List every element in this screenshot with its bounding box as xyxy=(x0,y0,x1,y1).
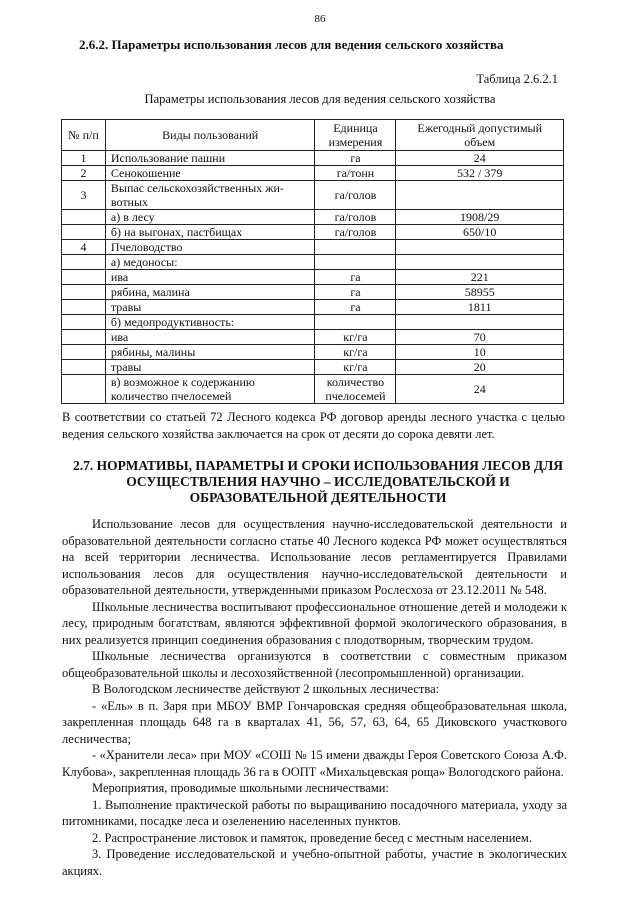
paragraph: 3. Проведение исследовательской и учебно-опытной работы, участие в экологических акциях. xyxy=(62,847,567,878)
row-unit: кг/га xyxy=(315,360,396,375)
row-value: 70 xyxy=(396,330,564,345)
table-row xyxy=(62,360,564,375)
table-row xyxy=(62,315,564,330)
row-kind: Пчеловодство xyxy=(105,240,315,255)
row-num xyxy=(62,300,106,315)
row-value xyxy=(396,315,564,330)
parameters-table xyxy=(61,119,564,404)
paragraph: 2. Распространение листовок и памяток, проведение бесед с местным населением. xyxy=(92,830,532,845)
row-unit: га xyxy=(315,151,396,166)
row-unit xyxy=(315,255,396,270)
row-value xyxy=(396,255,564,270)
table-row xyxy=(62,270,564,285)
paragraph: Использование лесов для осуществления научно-исследовательской деятельности и образовательной деятельности согласно статье 40 Лесного кодекса РФ может осуществляться на всей территории лесничества. Использование лесов регламентируется Правилами использования лесов для осуществления научно-исследовательской деятельности и образовательной деятельности, утвержденными приказом Рослесхоза от 23.12.2011 № 548. xyxy=(62,517,567,597)
row-value: 24 xyxy=(396,151,564,166)
table-row xyxy=(62,210,564,225)
row-unit: количество пчелосемей xyxy=(315,375,396,404)
body-text xyxy=(62,516,567,879)
paragraph: - «Хранители леса» при МОУ «СОШ № 15 имени дважды Героя Советского Союза А.Ф. Клубова», закрепленная площадь 36 га в ООПТ «Михальцевская роща» Вологодского района. xyxy=(62,748,567,779)
table-row xyxy=(62,240,564,255)
table-row xyxy=(62,345,564,360)
row-kind: б) на выгонах, пастбищах xyxy=(105,225,315,240)
table-title: Параметры использования лесов для ведения сельского хозяйства xyxy=(144,92,496,106)
row-unit xyxy=(315,315,396,330)
paragraph: - «Ель» в п. Заря при МБОУ ВМР Гончаровская средняя общеобразовательная школа, закрепленная площадь 648 га в кварталах 41, 56, 57, 63, 64, 65 Диковского участкового лесничества; xyxy=(62,698,567,746)
table-row xyxy=(62,166,564,181)
row-num xyxy=(62,330,106,345)
row-num xyxy=(62,360,106,375)
row-kind: рябины, малины xyxy=(105,345,315,360)
row-kind: рябина, малина xyxy=(105,285,315,300)
row-value: 20 xyxy=(396,360,564,375)
row-kind: ива xyxy=(105,270,315,285)
row-num xyxy=(62,315,106,330)
row-unit: га/тонн xyxy=(315,166,396,181)
table-row xyxy=(62,330,564,345)
row-num: 1 xyxy=(62,151,106,166)
row-value: 650/10 xyxy=(396,225,564,240)
row-num xyxy=(62,225,106,240)
page-number: 86 xyxy=(314,13,326,25)
row-unit xyxy=(315,240,396,255)
table-row xyxy=(62,151,564,166)
after-table-text: В соответствии со статьей 72 Лесного кодекса РФ договор аренды лесного участка с целью ведения сельского хозяйства заключается на срок от десяти до сорока девяти лет. xyxy=(62,410,565,441)
row-value: 221 xyxy=(396,270,564,285)
row-num xyxy=(62,285,106,300)
row-num xyxy=(62,210,106,225)
row-unit: кг/га xyxy=(315,330,396,345)
row-unit: га xyxy=(315,270,396,285)
row-unit: га/голов xyxy=(315,210,396,225)
row-num xyxy=(62,345,106,360)
section-title: 2.7. НОРМАТИВЫ, ПАРАМЕТРЫ И СРОКИ ИСПОЛЬЗОВАНИЯ ЛЕСОВ ДЛЯ ОСУЩЕСТВЛЕНИЯ НАУЧНО – ИССЛЕДОВАТЕЛЬСКОЙ И ОБРАЗОВАТЕЛЬНОЙ ДЕЯТЕЛЬНОСТИ xyxy=(72,458,564,505)
row-value: 1811 xyxy=(396,300,564,315)
row-unit: га/голов xyxy=(315,181,396,210)
table-row xyxy=(62,225,564,240)
row-num xyxy=(62,270,106,285)
row-unit: га xyxy=(315,300,396,315)
paragraph: Школьные лесничества воспитывают профессиональное отношение детей и молодежи к лесу, природным богатствам, являются эффективной формой экологического образования, в них реализуется принцип соединения образования с плодотворным, творческим трудом. xyxy=(62,599,567,647)
row-kind: Выпас сельскохозяйственных жи-вотных xyxy=(105,181,315,210)
section-heading: 2.6.2. Параметры использования лесов для ведения сельского хозяйства xyxy=(79,37,504,52)
row-value: 10 xyxy=(396,345,564,360)
row-value: 532 / 379 xyxy=(396,166,564,181)
row-value: 24 xyxy=(396,375,564,404)
row-kind: а) медоносы: xyxy=(105,255,315,270)
table-row xyxy=(62,375,564,404)
row-value: 58955 xyxy=(396,285,564,300)
row-kind: травы xyxy=(105,300,315,315)
paragraph: 1. Выполнение практической работы по выращиванию посадочного материала, уходу за питомниками, посадке леса и озеленению населенных пунктов. xyxy=(62,797,567,828)
row-value: 1908/29 xyxy=(396,210,564,225)
table-row xyxy=(62,285,564,300)
row-unit: га/голов xyxy=(315,225,396,240)
row-num: 3 xyxy=(62,181,106,210)
paragraph: В Вологодском лесничестве действуют 2 школьных лесничества: xyxy=(92,682,440,696)
row-num: 2 xyxy=(62,166,106,181)
paragraph: Мероприятия, проводимые школьными лесничествами: xyxy=(92,781,389,795)
row-kind: ива xyxy=(105,330,315,345)
row-num: 4 xyxy=(62,240,106,255)
header-value: Ежегодный допустимый объем xyxy=(396,120,564,151)
row-unit: кг/га xyxy=(315,345,396,360)
table-label: Таблица 2.6.2.1 xyxy=(476,72,558,86)
table-header-row xyxy=(62,120,564,151)
row-kind: б) медопродуктивность: xyxy=(105,315,315,330)
row-unit: га xyxy=(315,285,396,300)
row-num xyxy=(62,375,106,404)
row-value xyxy=(396,181,564,210)
row-kind: Сенокошение xyxy=(105,166,315,181)
row-kind: в) возможное к содержанию количество пчелосемей xyxy=(105,375,315,404)
header-num: № п/п xyxy=(62,120,106,151)
table-row xyxy=(62,181,564,210)
row-num xyxy=(62,255,106,270)
paragraph: Школьные лесничества организуются в соответствии с совместным приказом общеобразовательной школы и лесохозяйственной (лесопромышленной) организации. xyxy=(62,649,567,680)
table-row xyxy=(62,255,564,270)
table-row xyxy=(62,300,564,315)
row-kind: травы xyxy=(105,360,315,375)
row-value xyxy=(396,240,564,255)
header-unit: Единица измерения xyxy=(315,120,396,151)
row-kind: а) в лесу xyxy=(105,210,315,225)
header-kind: Виды пользований xyxy=(105,120,315,151)
row-kind: Использование пашни xyxy=(105,151,315,166)
